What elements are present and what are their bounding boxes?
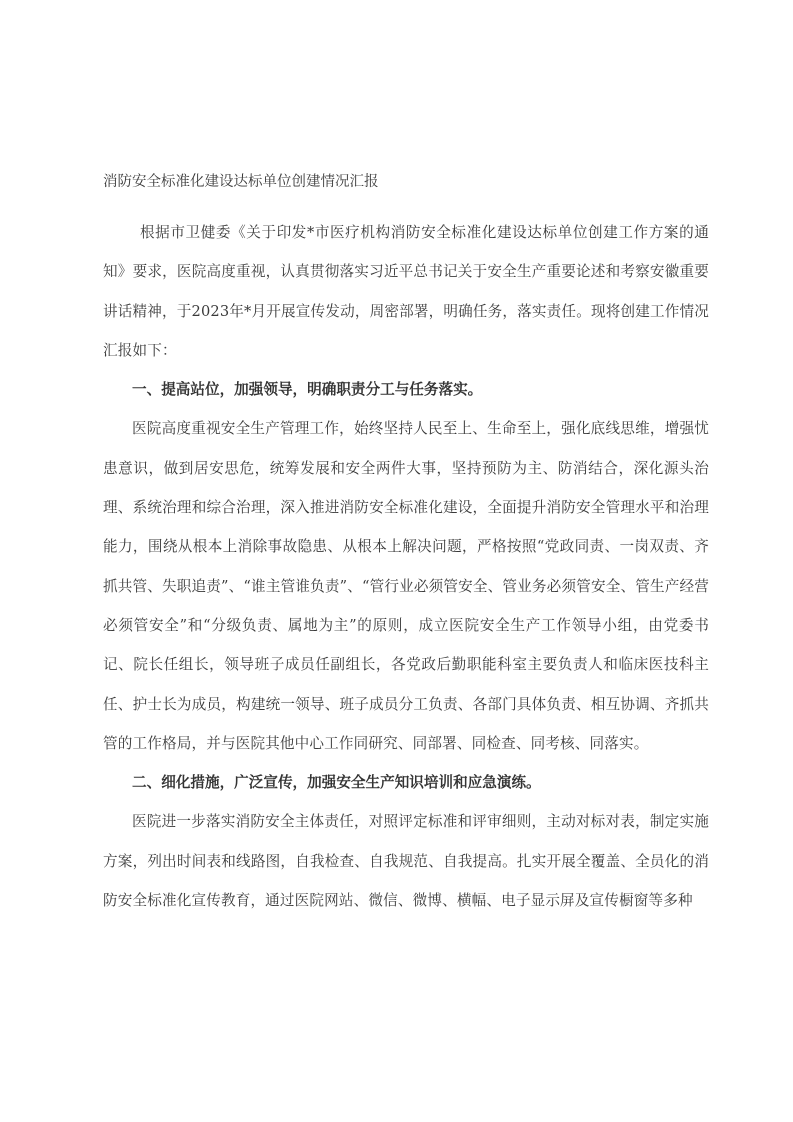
section-heading-2: 二、细化措施，广泛宣传，加强安全生产知识培训和应急演练。	[132, 774, 541, 792]
intro-paragraph: 根据市卫健委《关于印发*市医疗机构消防安全标准化建设达标单位创建工作方案的通知》要求，医院高度重视，认真贯彻落实习近平总书记关于安全生产重要论述和考察安徽重要讲话精神，于2023年*月开展宣传发动，周密部署，明确任务，落实责任。现将创建工作情况汇报如下：	[103, 224, 710, 359]
section-heading-1: 一、提高站位，加强领导，明确职责分工与任务落实。	[132, 381, 483, 399]
section-1-paragraph: 医院高度重视安全生产管理工作，始终坚持人民至上、生命至上，强化底线思维，增强忧患意识，做到居安思危，统筹发展和安全两件大事，坚持预防为主、防消结合，深化源头治理、系统治理和综合治理，深入推进消防安全标准化建设，全面提升消防安全管理水平和治理能力，围绕从根本上消除事故隐患、从根本上解决问题，严格按照“党政同责、一岗双责、齐抓共管、失职追责”、“谁主管谁负责”、“管行业必须管安全、管业务必须管安全、管生产经营必须管安全”和“分级负责、属地为主”的原则，成立医院安全生产工作领导小组，由党委书记、院长任组长，领导班子成员任副组长，各党政后勤职能科室主要负责人和临床医技科主任、护士长为成员，构建统一领导、班子成员分工负责、各部门具体负责、相互协调、齐抓共管的工作格局，并与医院其他中心工作同研究、同部署、同检查、同考核、同落实。	[103, 420, 709, 752]
document-title: 消防安全标准化建设达标单位创建情况汇报	[103, 174, 379, 190]
section-2-paragraph: 医院进一步落实消防安全主体责任，对照评定标准和评审细则，主动对标对表，制定实施方案，列出时间表和线路图，自我检查、自我规范、自我提高。扎实开展全覆盖、全员化的消防安全标准化宣传教育，通过医院网站、微信、微博、横幅、电子显示屏及宣传橱窗等多种	[103, 813, 709, 910]
document-page	[103, 172, 709, 920]
